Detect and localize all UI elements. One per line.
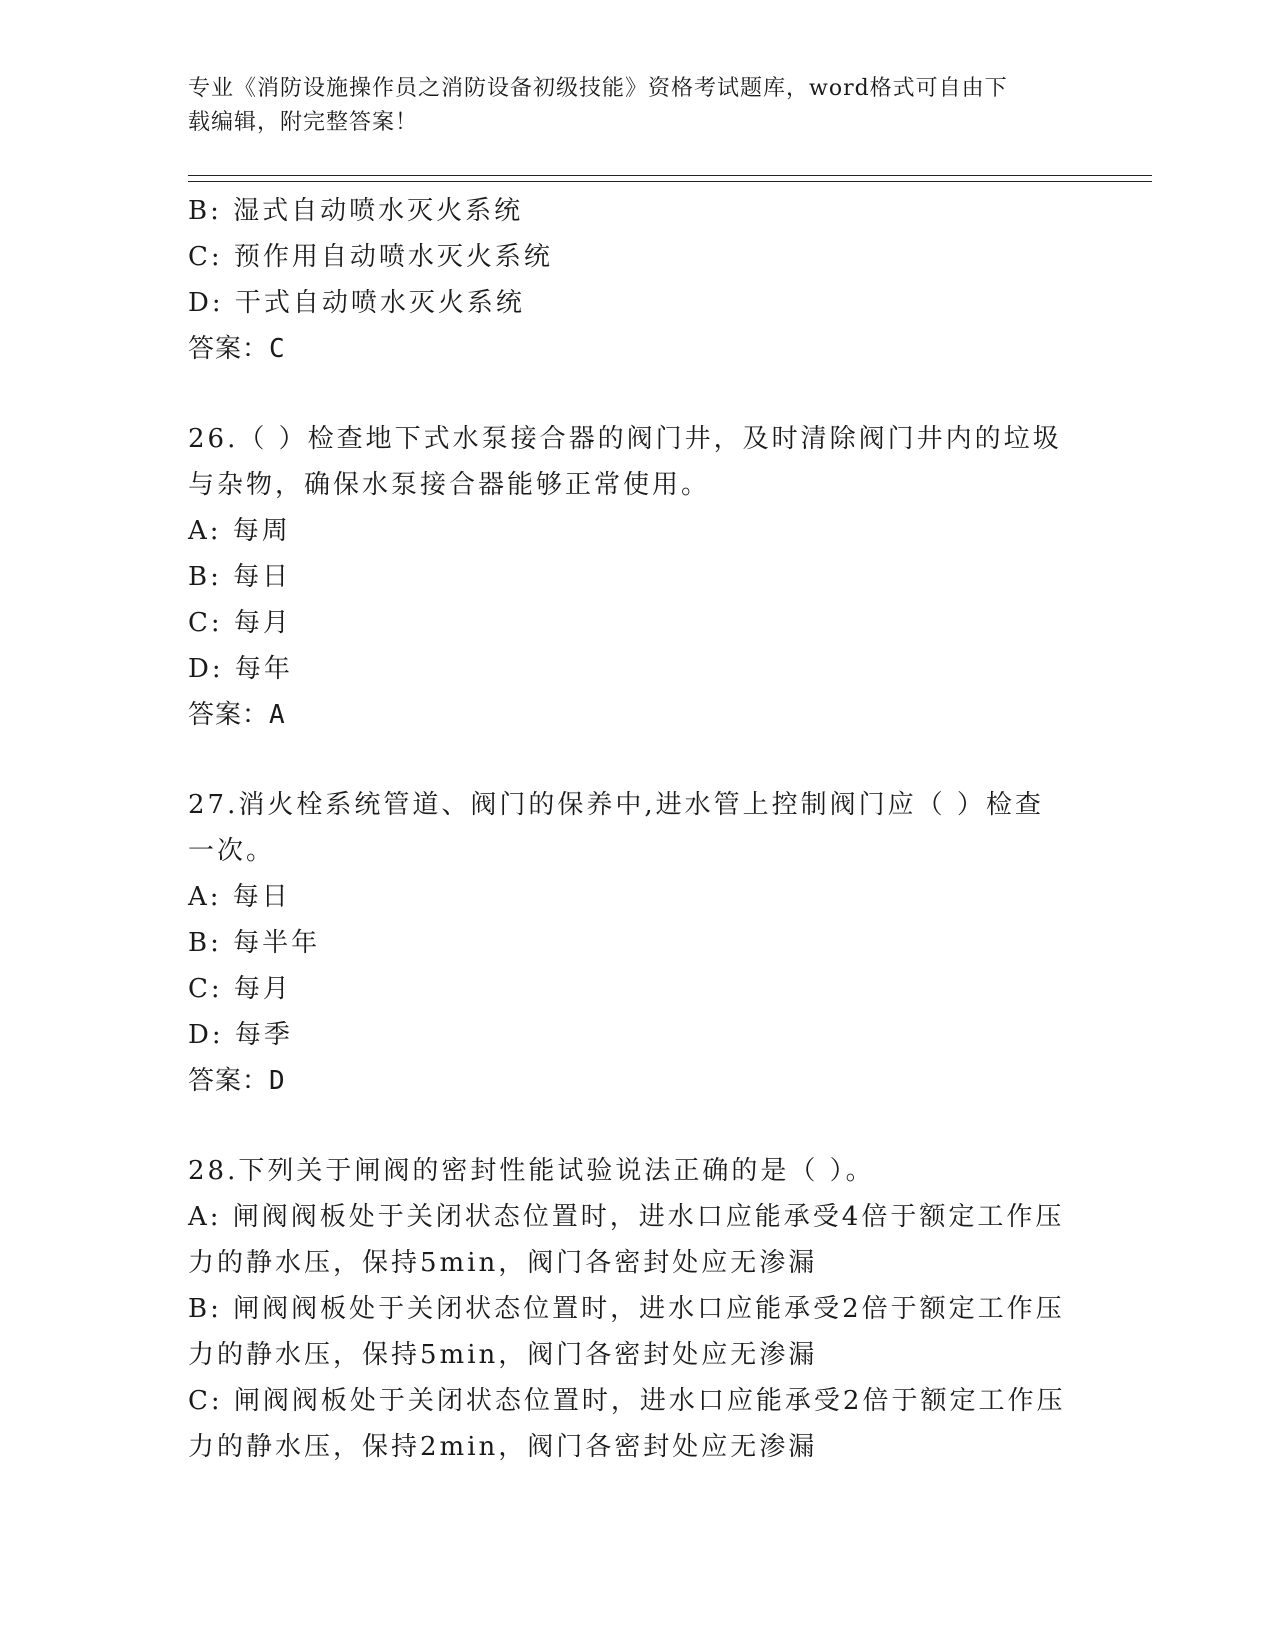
question-27 <box>188 782 1068 1104</box>
question-list <box>188 188 1068 1470</box>
question-28 <box>188 1148 1068 1470</box>
question-text: 27.消火栓系统管道、阀门的保养中,进水管上控制阀门应（ ）检查 <box>188 790 1044 820</box>
answer: 答案：A <box>188 700 286 730</box>
question-text: 一次。 <box>188 836 276 866</box>
option-a: A: 每日 <box>188 882 291 912</box>
option-c: C: 每月 <box>188 974 292 1004</box>
option-b-cont: 力的静水压，保持5min，阀门各密封处应无渗漏 <box>188 1340 818 1370</box>
option-c: C: 闸阀阀板处于关闭状态位置时，进水口应能承受2倍于额定工作压 <box>188 1386 1066 1416</box>
answer: 答案：C <box>188 334 286 364</box>
option-a: A: 闸阀阀板处于关闭状态位置时，进水口应能承受4倍于额定工作压 <box>188 1202 1065 1232</box>
option-a: A: 每周 <box>188 516 291 546</box>
header-line-2: 载编辑，附完整答案！ <box>188 110 419 135</box>
option-d: D: 每年 <box>188 654 293 684</box>
header-rule-bottom <box>188 181 1152 182</box>
header-rule-top <box>188 175 1152 176</box>
question-26 <box>188 416 1068 738</box>
option-a-cont: 力的静水压，保持5min，阀门各密封处应无渗漏 <box>188 1248 818 1278</box>
question-text: 26.（ ）检查地下式水泵接合器的阀门井，及时清除阀门井内的垃圾 <box>188 424 1062 454</box>
option-c: C: 预作用自动喷水灭火系统 <box>188 242 553 272</box>
option-c: C: 每月 <box>188 608 292 638</box>
answer: 答案：D <box>188 1066 286 1096</box>
option-b: B: 每半年 <box>188 928 321 958</box>
option-d: D: 每季 <box>188 1020 293 1050</box>
option-b: B: 湿式自动喷水灭火系统 <box>188 196 524 226</box>
question-text: 与杂物，确保水泵接合器能够正常使用。 <box>188 470 711 500</box>
option-d: D: 干式自动喷水灭火系统 <box>188 288 525 318</box>
option-b: B: 闸阀阀板处于关闭状态位置时，进水口应能承受2倍于额定工作压 <box>188 1294 1065 1324</box>
document-header <box>188 72 1068 140</box>
option-b: B: 每日 <box>188 562 292 592</box>
prev-question <box>188 188 1068 372</box>
option-c-cont: 力的静水压，保持2min，阀门各密封处应无渗漏 <box>188 1432 818 1462</box>
header-line-1: 专业《消防设施操作员之消防设备初级技能》资格考试题库，word格式可自由下 <box>188 76 1008 101</box>
question-text: 28.下列关于闸阀的密封性能试验说法正确的是（ ）。 <box>188 1156 875 1186</box>
